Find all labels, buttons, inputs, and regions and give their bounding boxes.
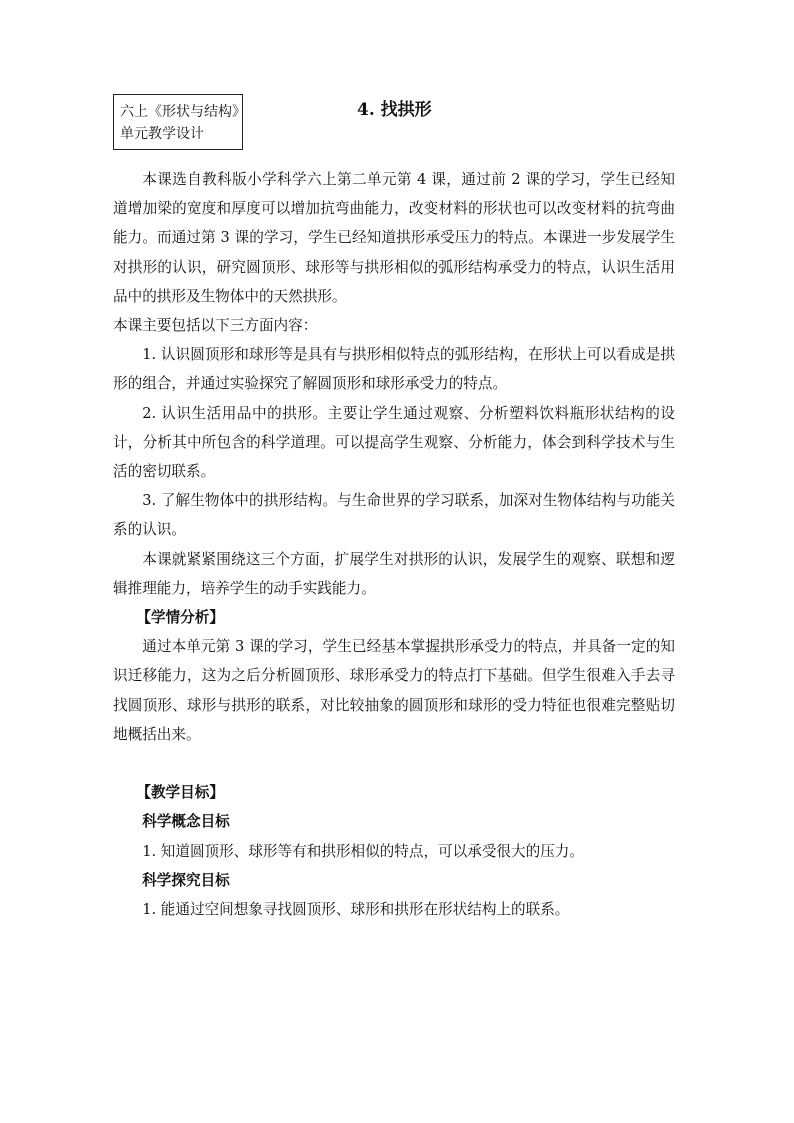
document-body xyxy=(113,165,675,924)
unit-label-box xyxy=(113,94,246,150)
lesson-title: 4. 找拱形 xyxy=(357,100,432,120)
intro-paragraph-1: 本课选自教科版小学科学六上第二单元第 4 课，通过前 2 课的学习，学生已经知道增加梁的宽度和厚度可以增加抗弯曲能力，改变材料的形状也可以改变材料的抗弯曲能力。而通过第 3 课的学习，学生已经知道拱形承受压力的特点。本课进一步发展学生对拱形的认识，研究圆顶形、球形等与拱形相似的弧形结构承受力的特点，认识生活用品中的拱形及生物体中的天然拱形。 xyxy=(113,171,675,305)
unit-label-line1: 六上《形状与结构》 xyxy=(120,104,246,120)
intro-paragraph-2: 本课主要包括以下三方面内容： xyxy=(113,317,318,335)
content-item-2: 2. 认识生活用品中的拱形。主要让学生通过观察、分析塑料饮料瓶形状结构的设计，分析其中所包含的科学道理。可以提高学生观察、分析能力，体会到科学技术与生活的密切联系。 xyxy=(113,404,675,481)
goals-heading: 【教学目标】 xyxy=(136,784,224,802)
blank-line xyxy=(113,749,675,778)
analysis-heading: 【学情分析】 xyxy=(136,609,224,627)
inquiry-goal-item-1: 1. 能通过空间想象寻找圆顶形、球形和拱形在形状结构上的联系。 xyxy=(142,901,570,919)
intro-paragraph-3: 本课就紧紧围绕这三个方面，扩展学生对拱形的认识，发展学生的观察、联想和逻辑推理能力，培养学生的动手实践能力。 xyxy=(113,550,675,597)
analysis-paragraph: 通过本单元第 3 课的学习，学生已经基本掌握拱形承受力的特点，并具备一定的知识迁移能力，这为之后分析圆顶形、球形承受力的特点打下基础。但学生很难入手去寻找圆顶形、球形与拱形的联系，对比较抽象的圆顶形和球形的受力特征也很难完整贴切地概括出来。 xyxy=(113,638,675,743)
content-item-1: 1. 认识圆顶形和球形等是具有与拱形相似特点的弧形结构，在形状上可以看成是拱形的组合，并通过实验探究了解圆顶形和球形承受力的特点。 xyxy=(113,346,675,393)
inquiry-goal-heading: 科学探究目标 xyxy=(142,871,230,889)
concept-goal-heading: 科学概念目标 xyxy=(142,813,230,831)
content-item-3: 3. 了解生物体中的拱形结构。与生命世界的学习联系，加深对生物体结构与功能关系的认识。 xyxy=(113,492,675,539)
concept-goal-item-1: 1. 知道圆顶形、球形等有和拱形相似的特点，可以承受很大的压力。 xyxy=(142,842,584,860)
unit-label-line2: 单元教学设计 xyxy=(120,126,204,142)
